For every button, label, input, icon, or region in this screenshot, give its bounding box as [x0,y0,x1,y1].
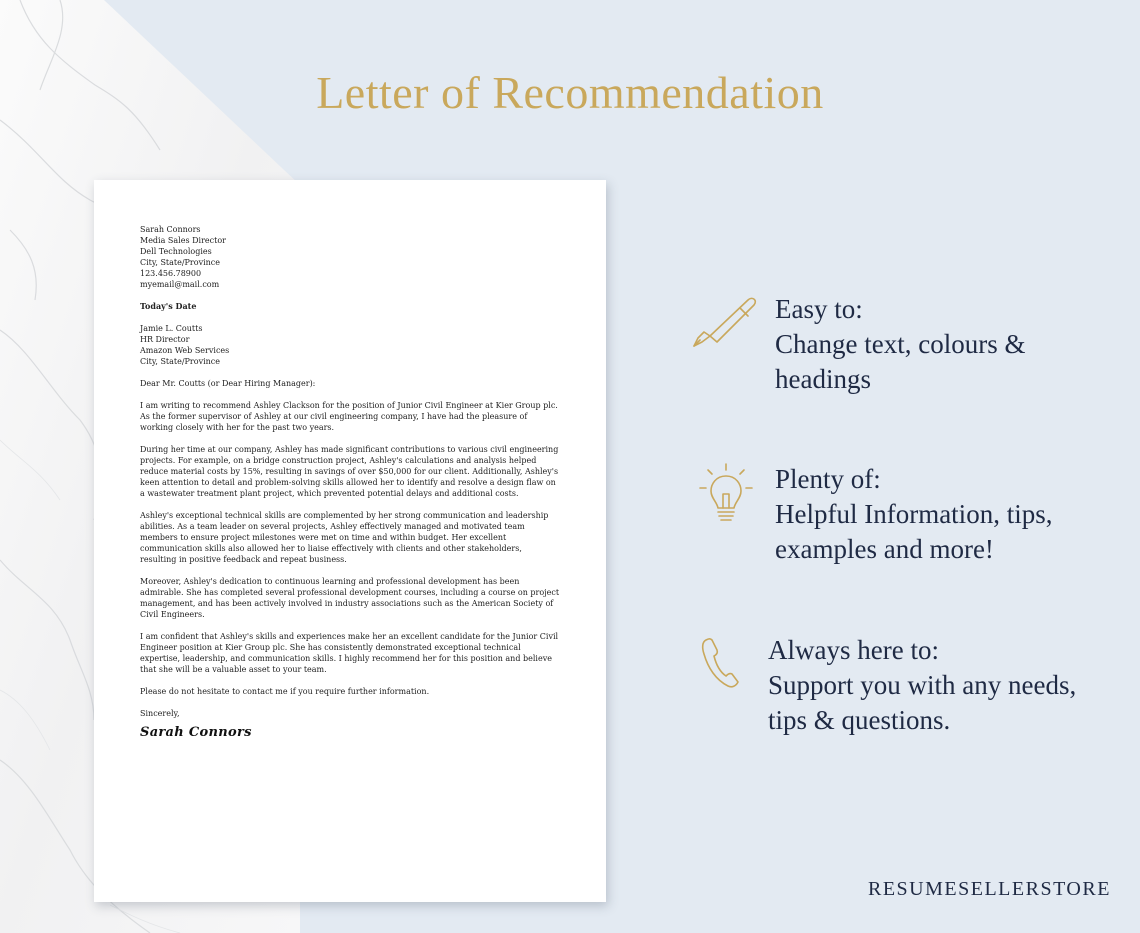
feature-text: tips & questions. [768,705,951,735]
sender-title: Media Sales Director [140,236,226,245]
recipient-company: Amazon Web Services [140,346,230,355]
sender-city: City, State/Province [140,258,221,267]
sender-phone: 123.456.78900 [140,269,202,278]
lightbulb-icon [698,462,754,528]
feature-text: Helpful Information, tips, [775,499,1053,529]
page-title: Letter of Recommendation [316,67,824,118]
sender-email: myemail@mail.com [140,280,220,289]
paragraph: Ashley's exceptional technical skills are complemented by her strong communication and leadership abilities. As a team leader on several projects, Ashley effectively managed and motivated team members to ensure project milestones were met on time and within budget. Her excellent communication skills also allowed her to liaise effectively with clients and other stakeholders, resulting in positive feedback and repeat business. [140,511,549,564]
sender-name: Sarah Connors [140,225,201,234]
sender-company: Dell Technologies [140,247,212,256]
recipient-block [140,323,560,367]
closing: Sincerely, [140,709,180,718]
feature-always [768,633,1076,738]
feature-easy [775,292,1025,397]
phone-icon [700,636,742,690]
letter-body [140,224,560,738]
sender-block [140,224,560,290]
feature-heading: Plenty of: [775,464,881,494]
paragraph: I am confident that Ashley's skills and experiences make her an excellent candidate for the Junior Civil Engineer position at Kier Group plc. She has consistently demonstrated exceptional technical expertise, leadership, and communication skills. I highly recommend her for this position and believe that she will be a valuable asset to your team. [140,632,559,674]
pen-icon [690,292,762,350]
salutation: Dear Mr. Coutts (or Dear Hiring Manager): [140,379,316,388]
recipient-city: City, State/Province [140,357,221,366]
signature: Sarah Connors [140,725,252,740]
paragraph: I am writing to recommend Ashley Clackson for the position of Junior Civil Engineer at Kier Group plc. As the former supervisor of Ashley at our civil engineering company, I have had the pleasure of working closely with her for the past two years. [140,401,558,432]
letter-document [94,180,606,902]
feature-text: headings [775,364,871,394]
paragraph: During her time at our company, Ashley has made significant contributions to various civil engineering projects. For example, on a bridge construction project, Ashley's calculations and analysis helped reduce material costs by 15%, resulting in savings of over $50,000 for our client. Additionally, Ashley's keen attention to detail and problem-solving skills allowed her to identify and resolve a design flaw on a wastewater treatment plant project, which prevented potential delays and additional costs. [140,445,559,498]
feature-plenty [775,462,1052,567]
recipient-title: HR Director [140,335,190,344]
feature-text: examples and more! [775,534,994,564]
brand-name: RESUMESELLERSTORE [868,878,1111,900]
feature-text: Support you with any needs, [768,670,1077,700]
feature-text: Change text, colours & [775,329,1026,359]
feature-heading: Always here to: [768,635,939,665]
recipient-name: Jamie L. Coutts [140,324,203,333]
letter-date: Today's Date [140,301,197,311]
feature-heading: Easy to: [775,294,863,324]
paragraph: Please do not hesitate to contact me if you require further information. [140,687,430,696]
paragraph: Moreover, Ashley's dedication to continuous learning and professional development has been admirable. She has completed several professional development courses, including a course on project management, and has been actively involved in industry associations such as the American Society of Civil Engineers. [140,577,560,619]
